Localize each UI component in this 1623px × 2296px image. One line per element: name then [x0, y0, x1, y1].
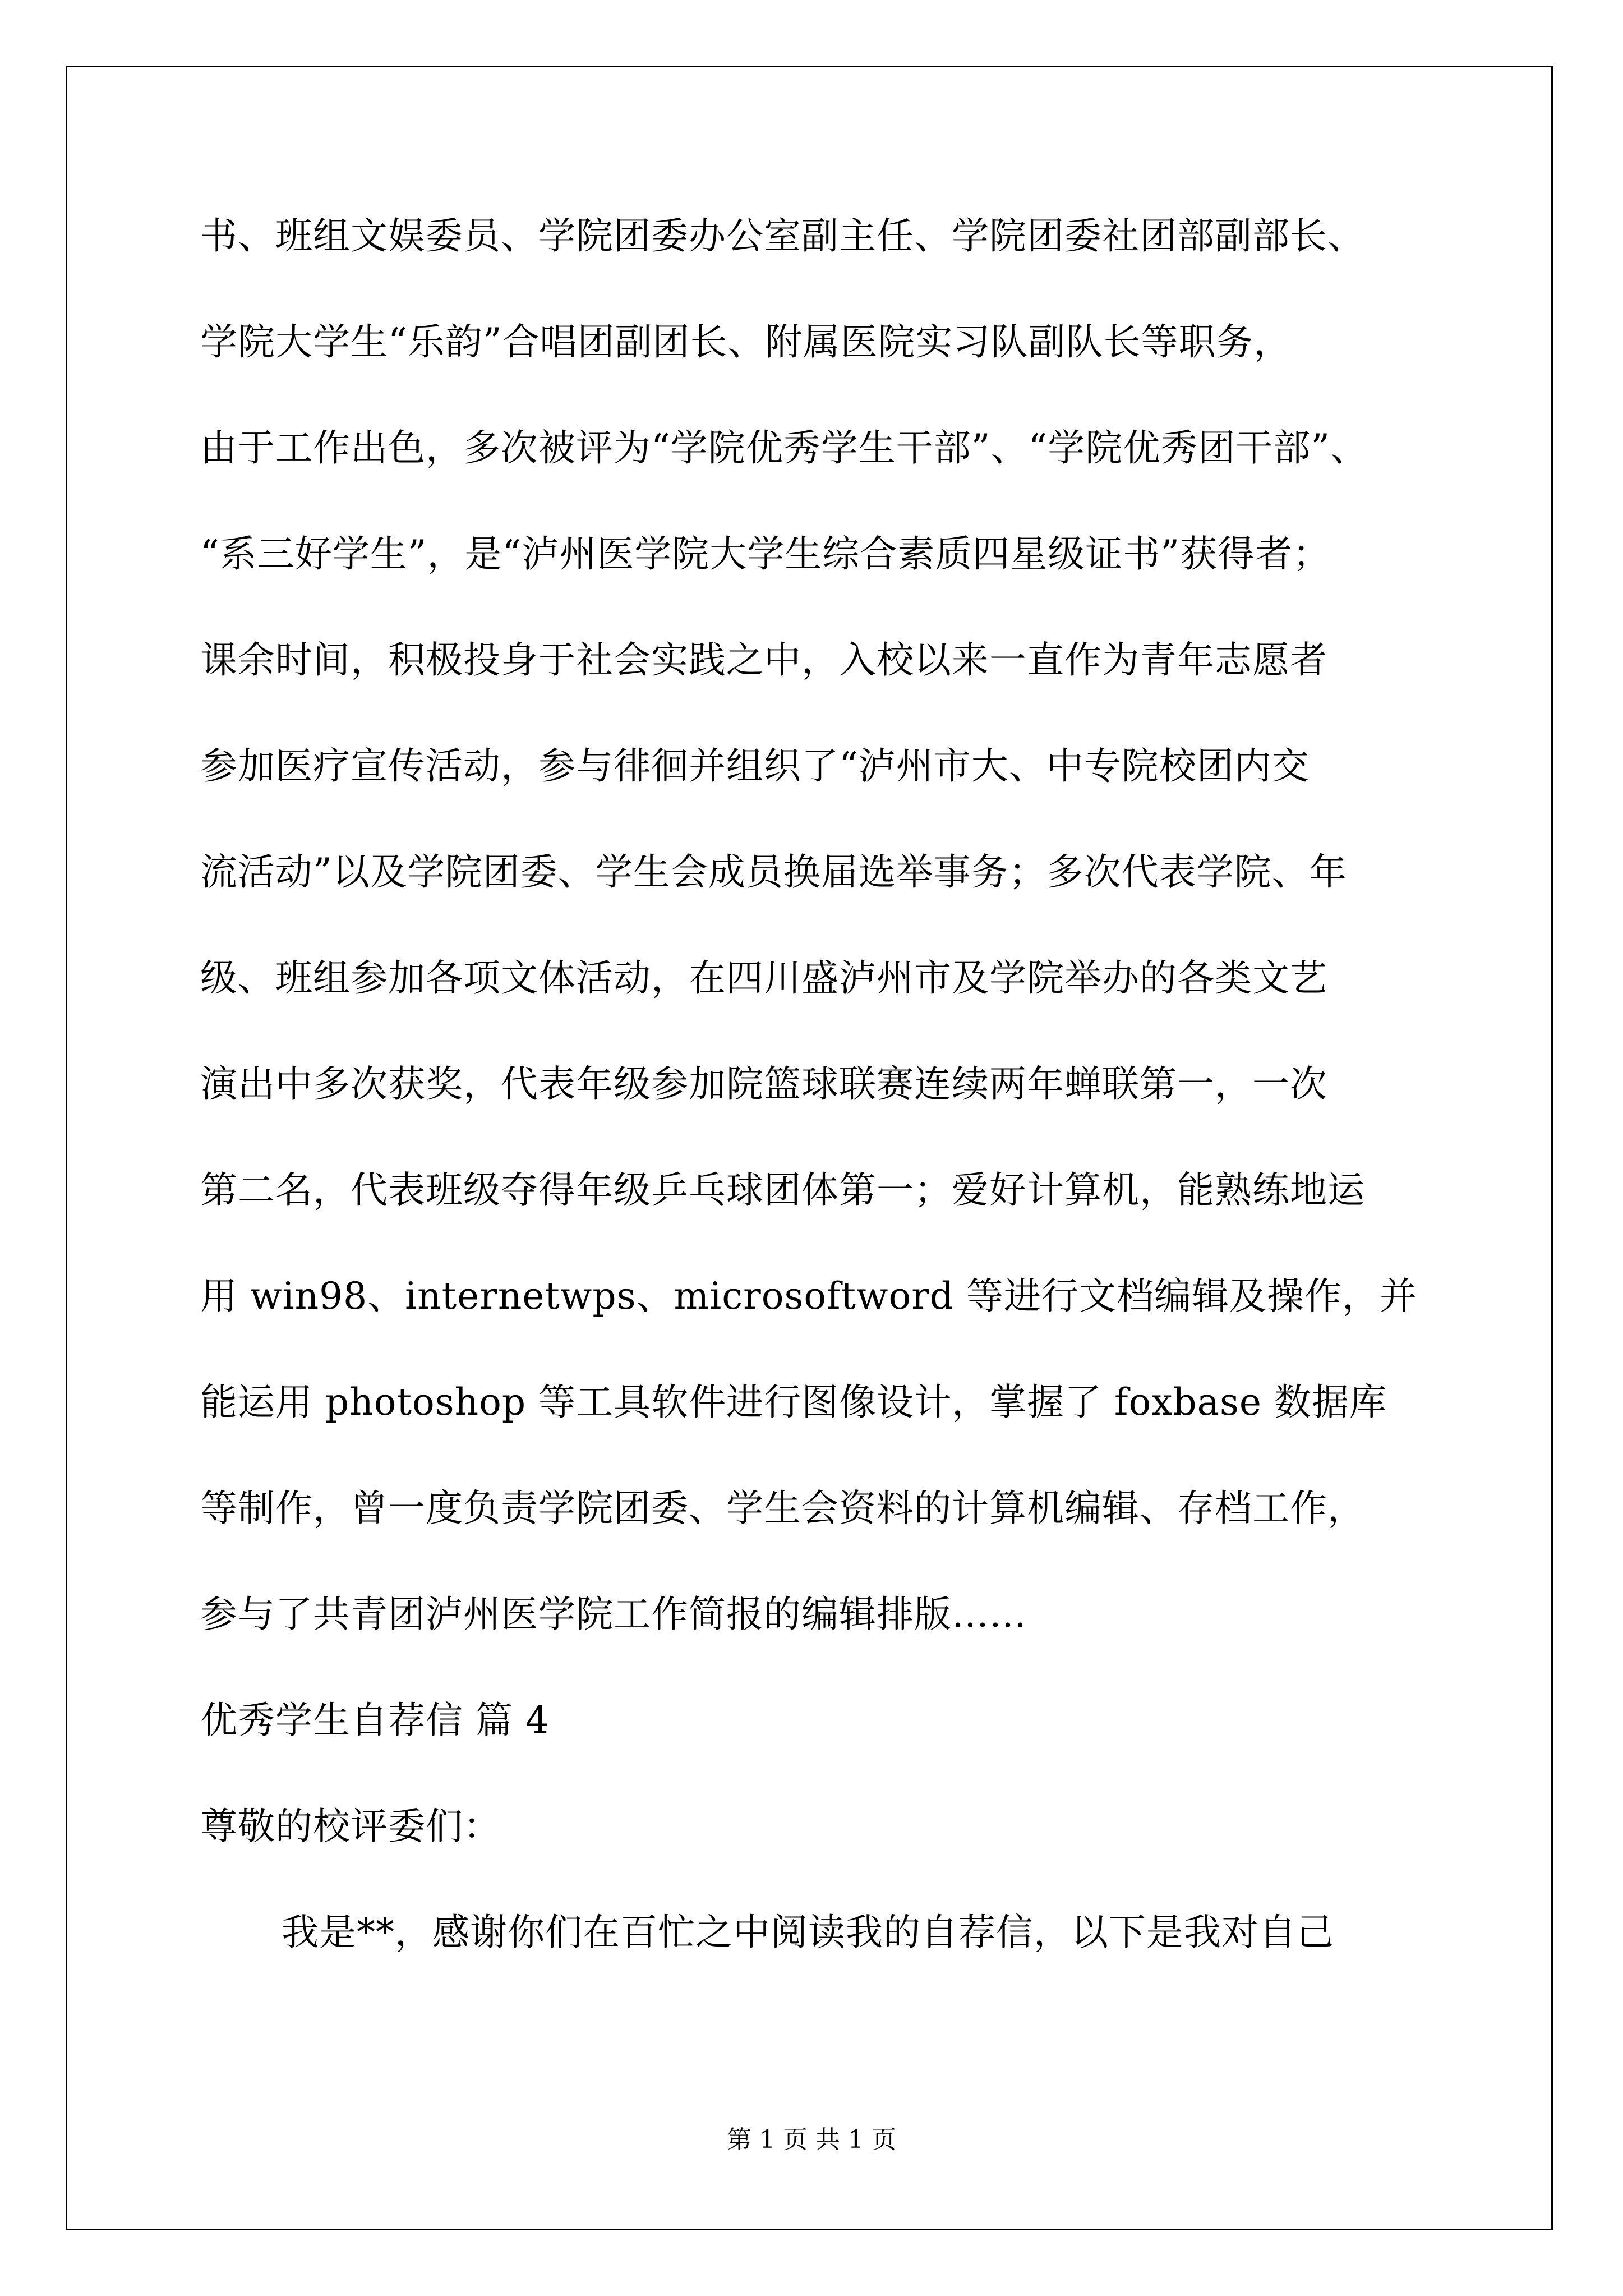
- body-line-2: 学院大学生“乐韵”合唱团副团长、附属医院实习队副队长等职务，: [200, 320, 1292, 364]
- body-line-3: 由于工作出色，多次被评为“学院优秀学生干部”、“学院优秀团干部”、: [200, 426, 1368, 470]
- body-line-5: 课余时间，积极投身于社会实践之中，入校以来一直作为青年志愿者: [200, 638, 1327, 682]
- body-line-13: 等制作，曾一度负责学院团委、学生会资料的计算机编辑、存档工作，: [200, 1487, 1365, 1530]
- body-line-7: 流活动”以及学院团委、学生会成员换届选举事务；多次代表学院、年: [200, 850, 1347, 894]
- page-footer: 第 1 页 共 1 页: [727, 2125, 896, 2154]
- body-line-12: 能运用 photoshop 等工具软件进行图像设计，掌握了 foxbase 数据库: [200, 1381, 1387, 1424]
- body-line-9: 演出中多次获奖，代表年级参加院篮球联赛连续两年蝉联第一，一次: [200, 1062, 1327, 1106]
- opening-line: 我是**，感谢你们在百忙之中阅读我的自荐信，以下是我对自己: [282, 1911, 1334, 1954]
- body-line-1: 书、班组文娱委员、学院团委办公室副主任、学院团委社团部副部长、: [200, 214, 1365, 257]
- body-line-8: 级、班组参加各项文体活动，在四川盛泸州市及学院举办的各类文艺: [200, 956, 1327, 1000]
- body-line-10: 第二名，代表班级夺得年级乒乓球团体第一；爱好计算机，能熟练地运: [200, 1168, 1365, 1212]
- body-line-4: “系三好学生”，是“泸州医学院大学生综合素质四星级证书”获得者；: [200, 532, 1330, 576]
- section-heading: 优秀学生自荐信 篇 4: [200, 1699, 550, 1742]
- salutation: 尊敬的校评委们：: [200, 1805, 501, 1848]
- page-border: [66, 66, 1553, 2230]
- body-line-14: 参与了共青团泸州医学院工作简报的编辑排版……: [200, 1593, 1027, 1636]
- body-line-6: 参加医疗宣传活动，参与徘徊并组织了“泸州市大、中专院校团内交: [200, 744, 1310, 788]
- body-line-11: 用 win98、internetwps、microsoftword 等进行文档编辑及操作，并: [200, 1274, 1418, 1318]
